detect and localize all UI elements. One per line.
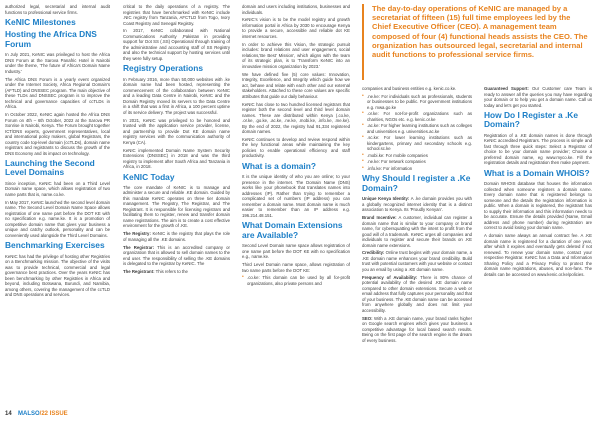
list-item: • .or.ke: For not-for-profit organizations such as charities, NGOs etc. e.g. kenic.or.ke	[362, 110, 472, 122]
column-1	[5, 4, 110, 402]
bullet-icon: •	[242, 274, 244, 281]
paragraph: Second Level Domain name space allows registration of one name part before the DOT KE with no specification e.g., name.ke.	[242, 243, 350, 260]
paragraph: critical to the daily operations of a registry. The registries that have benchmarked with KeNIC include .NIC registry from Tanzania, AFCTLD from Togo, Ivory Coast Registry and Senegal Registry.	[123, 4, 230, 26]
paragraph: In order to achieve this Vision, the strategic pursuit includes: brand relations and user engagement, social relations,'Be Best' Mission', which aligns with the team of its strategic plan, is to 'Transform KeNIC into an innovative mission organization by 2023.'	[242, 41, 350, 69]
paragraph: In July 2021, KeNIC was privileged to host the Africa DNS Forum at the Sarova Panafric Hotel in Nairobi under the theme, 'The future of Africa's Domain Name Industry.'	[5, 52, 110, 74]
heading-what-is-domain: What is a domain?	[242, 160, 316, 171]
column-4	[362, 86, 472, 402]
paragraph: KeNIC continues to develop and review respond within the key functional areas while maintaining the key policies to enable operational efficiency and staff productivity.	[242, 136, 350, 159]
paragraph: KeNIC has had the privilege of hosting other Registries on a Benchmarking mission. The objective of the visits was to provide technical, commercial and legal governance best practices. Over the years KeNIC has been benchmarking by other Registries in Africa and beyond, including Botswana, Burundi, and Namibia, among others, covering the management of the ccTLD and DNS operations and services.	[5, 253, 110, 298]
paragraph: Third Level Domain name space, allows registration of two name parts before the DOT KE:	[242, 262, 350, 273]
extension-list	[242, 275, 350, 286]
paragraph: Domain WHOIS database that houses the information collected when someone registers a domain name. Every domain name that is registered belongs to someone and the details the registration information is public. When a domain is registered, the registrant has to supply their information and this information needs to be accurate. Ensure the details provided (Name, Email address and phone number) during registration are correct to avoid losing your domain name.	[484, 181, 592, 231]
bullet-icon: •	[362, 158, 364, 165]
list-item: • .ac.ke: For higher learning institutions such as colleges and universities e.g. universities.ac.ke	[362, 122, 472, 134]
issue-label: /22 ISSUE	[39, 411, 68, 417]
column-3	[242, 4, 350, 402]
paragraph: domain and users including institutions, businesses and individuals.	[242, 4, 350, 15]
lead-registrant: The Registrant:	[123, 269, 155, 275]
paragraph: It is the unique identity of who you are online; to your presence in the internet. The Domain Name (DNS) works like your phonebook that translates names into addresses (IP). Rather than trying to remember a complicated set of numbers (IP address) you can remember a domain name. Most domain name is much easier to remember than an IP address e.g. 196.214.48.151.	[242, 174, 350, 218]
bullet-icon: •	[362, 164, 364, 171]
text-registry: KeNIC is the registry that plays the role of managing all the .KE domains.	[123, 231, 230, 242]
lead-registrar: The Registrar:	[123, 244, 155, 250]
bullet-icon: •	[362, 151, 364, 158]
list-item: • .mobi.ke: For mobile companies	[362, 151, 428, 158]
column-2	[123, 4, 230, 402]
paragraph: In February 2016, more than 50,000 websites with .ke domain name had been hosted, representing the commencement of the collaboration between KeNIC and a leading Data Centre in Nairobi, KeNIC and the Domain Registry moved its servers to the Data Centre in a shift that was a first in Africa, a 100 percent uptime of its service delivery. The project was successful.	[123, 76, 230, 115]
heading-kenic-today: KeNIC Today	[123, 171, 175, 182]
paragraph: Since inception, KeNIC had been on a Third Level Domain name space, which allows registration of two name parts that is, name.co.ke.	[5, 180, 110, 197]
list-item: • .sc.ke: For lower learning institutions such as kindergartens, primary and secondary schools e.g. school.sc.ke	[362, 134, 472, 152]
list-item: • .ne.ke: For individuals such as professionals, students or businesses to be public. For government institutions e.g. mwa.go.ke	[362, 92, 472, 110]
pull-quote-text: The day-to-day operations of KeNIC are managed by a secretariat of fifteen (15) full time employees led by the Chief Executive Officer (CEO). A management team composed of four (4) functional heads assists the CEO. The organization has outsourced legal, secretarial and internal audit functions to professional service firms.	[372, 4, 588, 60]
list-item: • .info.ke: For information	[362, 164, 413, 171]
list-item: • .ne.ke: For network companies	[362, 158, 426, 165]
paragraph: companies and business entities e.g. kenic.co.ke.	[362, 86, 457, 91]
paragraph-registrant	[123, 269, 230, 275]
paragraph: In October 2022, KeNIC again hosted the Africa DNS Forum on 4th – 6th October, 2022 at the Sarova PR Sonrise in Nairobi, Kenya. The Forum brought together ICT/DNS experts, government representatives, local and international policy makers, global Registrars, the country code top-level domain (ccTLDs), domain name registrars and registrants to discuss the growth of the DNS Economy and its impact on technology.	[5, 112, 110, 156]
heading-registry-operations: Registry Operations	[123, 63, 204, 74]
paragraph-credibility: Credibility: Online trust begins with your domain name, a .KE domain name enhances your brand credibility. Build trust with potential customers with your website or contact you an email by using a .KE domain name.	[362, 250, 472, 272]
paragraph-frequency: Frequency of Availability: There is 80% chance of potential availability of the desired .KE domain name compared to other domain extensions. Secure a web or email address that fully captures your personality and that of your business. The .KE domain name can be accessed from anywhere globally and does not limit your accessibility.	[362, 274, 472, 313]
paragraph: A domain name always an annual contract fee. A .KE domain name is registered for a duration of one year, after which it expires and eventually gets deleted if not renewed. To renew your domain name, contact your respective Registrar. KeNIC has a Data and Information Sharing Policy and a Privacy Policy to protect the domain name registrations, abuses, and non-fans. The details can be accessed on www.kenic.or.ke/policies.	[484, 233, 592, 277]
paragraph: In 2021, KeNIC was privileged to be honored and trusted with the application service provider, license, and partnership to provide Dot KE domain name registry services with the communication authority of Kenya (CA).	[123, 117, 230, 145]
paragraph: Registration of a .KE domain names is done through KeNIC accredited Registrars. The process is simple and fast through three quick steps: Select a Registrar of choice to be your domain name provider; Choose a preferred domain name, eg www.myco.ke. Fill the registration details and registration then make payment.	[484, 132, 592, 166]
heading-second-level: Launching the Second Level Domains	[5, 158, 95, 178]
lead-registry: The Registry:	[123, 231, 151, 237]
pull-quote	[362, 4, 588, 80]
heading-domain-extensions: What Domain Extensions are Available?	[242, 220, 343, 240]
text-registrar: This is an accredited company or organization that is allowed to sell domain names to the end user. The responsibility of selling the .KE domains is delegated to the registrar by KeNIC. The	[123, 244, 230, 267]
bullet-icon: •	[362, 110, 364, 117]
paragraph: KeNIC has close to two hundred licensed registrars that register both the second level and third level domain names. These are distributed within Kenya (.co.ke, .or.ke, .go.ke, .ac.ke, .ne.ke, .mobi.ke, .info.ke, .me.ke). By the end of 2022, the registry had 91,334 registered domain names.	[242, 101, 350, 135]
bullet-icon: •	[362, 134, 364, 141]
heading-why-register: Why Should I register a .Ke Domain?	[362, 173, 471, 193]
bullet-icon: •	[362, 92, 364, 99]
paragraph-guaranteed: Guaranteed Support: Our Customer care Team is ready to answer all the queries you may have regarding your domain or to help you get a domain name. Call us today and let's get you started.	[484, 86, 592, 108]
column-5	[484, 86, 592, 402]
heading-milestones: KeNIC Milestones	[5, 17, 76, 27]
intro-text: authorized legal, secretarial and internal audit functions to professional service firms.	[5, 4, 110, 15]
paragraph: We have defined five (5) core values: Innovation, Integrity, Excellence, and Integrity which guide how we act, behave and relate with each other and our external stakeholders. Attached to these core values are specific attributes that guide our daily behaviour.	[242, 71, 350, 99]
paragraph-registry	[123, 231, 230, 242]
paragraph: The core mandate of KeNIC is to manage and administer a secure and reliable .KE domain. Guided by this mandate KeNIC operates on three tier domain management. The Registry, The Registrar, and The Registrant. It is responsible for licensing registrars and facilitating them to register, renew and transfer domain name registrations. The aim is to create a cost effective environment for the growth of .KE.	[123, 184, 230, 229]
paragraph: KeNIC implemented Domain Name System Security Extensions (DNSSEC) in 2018 and was the third registry to implement after South Africa and Tanzania in Africa, in 2018.	[123, 147, 230, 170]
paragraph: KeNIC's vision is to be the model registry and growth information portal in Africa by 2030 to encourage Kenya to provide a secure, accessible and reliable dot KE internet resources.	[242, 17, 350, 39]
text-registrant: This refers to the	[155, 269, 188, 275]
paragraph-registrar	[123, 245, 230, 267]
bullet-icon: •	[362, 122, 364, 129]
paragraph-seo: SEO: With a .KE domain name, your brand ranks higher on Google search engines which gives your business a competitive advantage for local based search results. Being on the first page of the search engine is the dream of every business.	[362, 315, 472, 343]
page-number: 14	[5, 411, 12, 417]
paragraph-brand: Brand Incentive: A customer, individual can register a domain name that is similar to your company or brand name, for cybersquatting with the intent to profit from the good will of a trademark. KeNIC urges all companies and individuals to register and secure their brands on .KE domain name extensions.	[362, 215, 472, 248]
page-footer	[0, 408, 600, 424]
paragraph: In 2017, KeNIC collaborated with National Communications Authority ,Pakistan in providing support for Dot SS (.SS) Operational through training of the administrative and accounting staff of SS Registry and also the technical support by hosting services until they were fully setup.	[123, 28, 230, 61]
heading-africa-dns-forum: Hosting the Africa DNS Forum	[5, 29, 97, 49]
heading-how-register: How Do I Register a .Ke Domain?	[484, 110, 579, 130]
paragraph: In May 2017, KeNIC launched the second level domain name. The Second Level Domain Name Space allows registration of one name part before the DOT KE with no specification e.g. name.ke. It is a promotion of competitive domain name that gives your business a unique and catchy outlook, personality and can be conveniently used alongside the Third Level Domains.	[5, 199, 110, 238]
heading-whois: What is a Domain WHOIS?	[484, 167, 590, 178]
paragraph-unique: Unique Kenya Identity: A .ke domain provides you with a globally recognized internet identity that is a distinct association to Kenya. Its 'Proudly Kenyan'.	[362, 196, 472, 213]
magazine-name: MALSO/22 ISSUE	[18, 411, 68, 417]
paragraph: The Africa DNS Forum is a yearly event organized under the Internet Society, Africa Regional Domain's (AFTLD) and DNSSEC program. The main objective of these TLDs and DNSSEC program is to improve the technical and governance capacities of ccTLDs in Africa.	[5, 76, 110, 110]
heading-benchmarking: Benchmarking Exercises	[5, 240, 105, 251]
list-item: • .co.ke: This domain can be used by all for-profit organizations, also private persons and	[242, 274, 350, 286]
extension-list	[362, 94, 472, 172]
